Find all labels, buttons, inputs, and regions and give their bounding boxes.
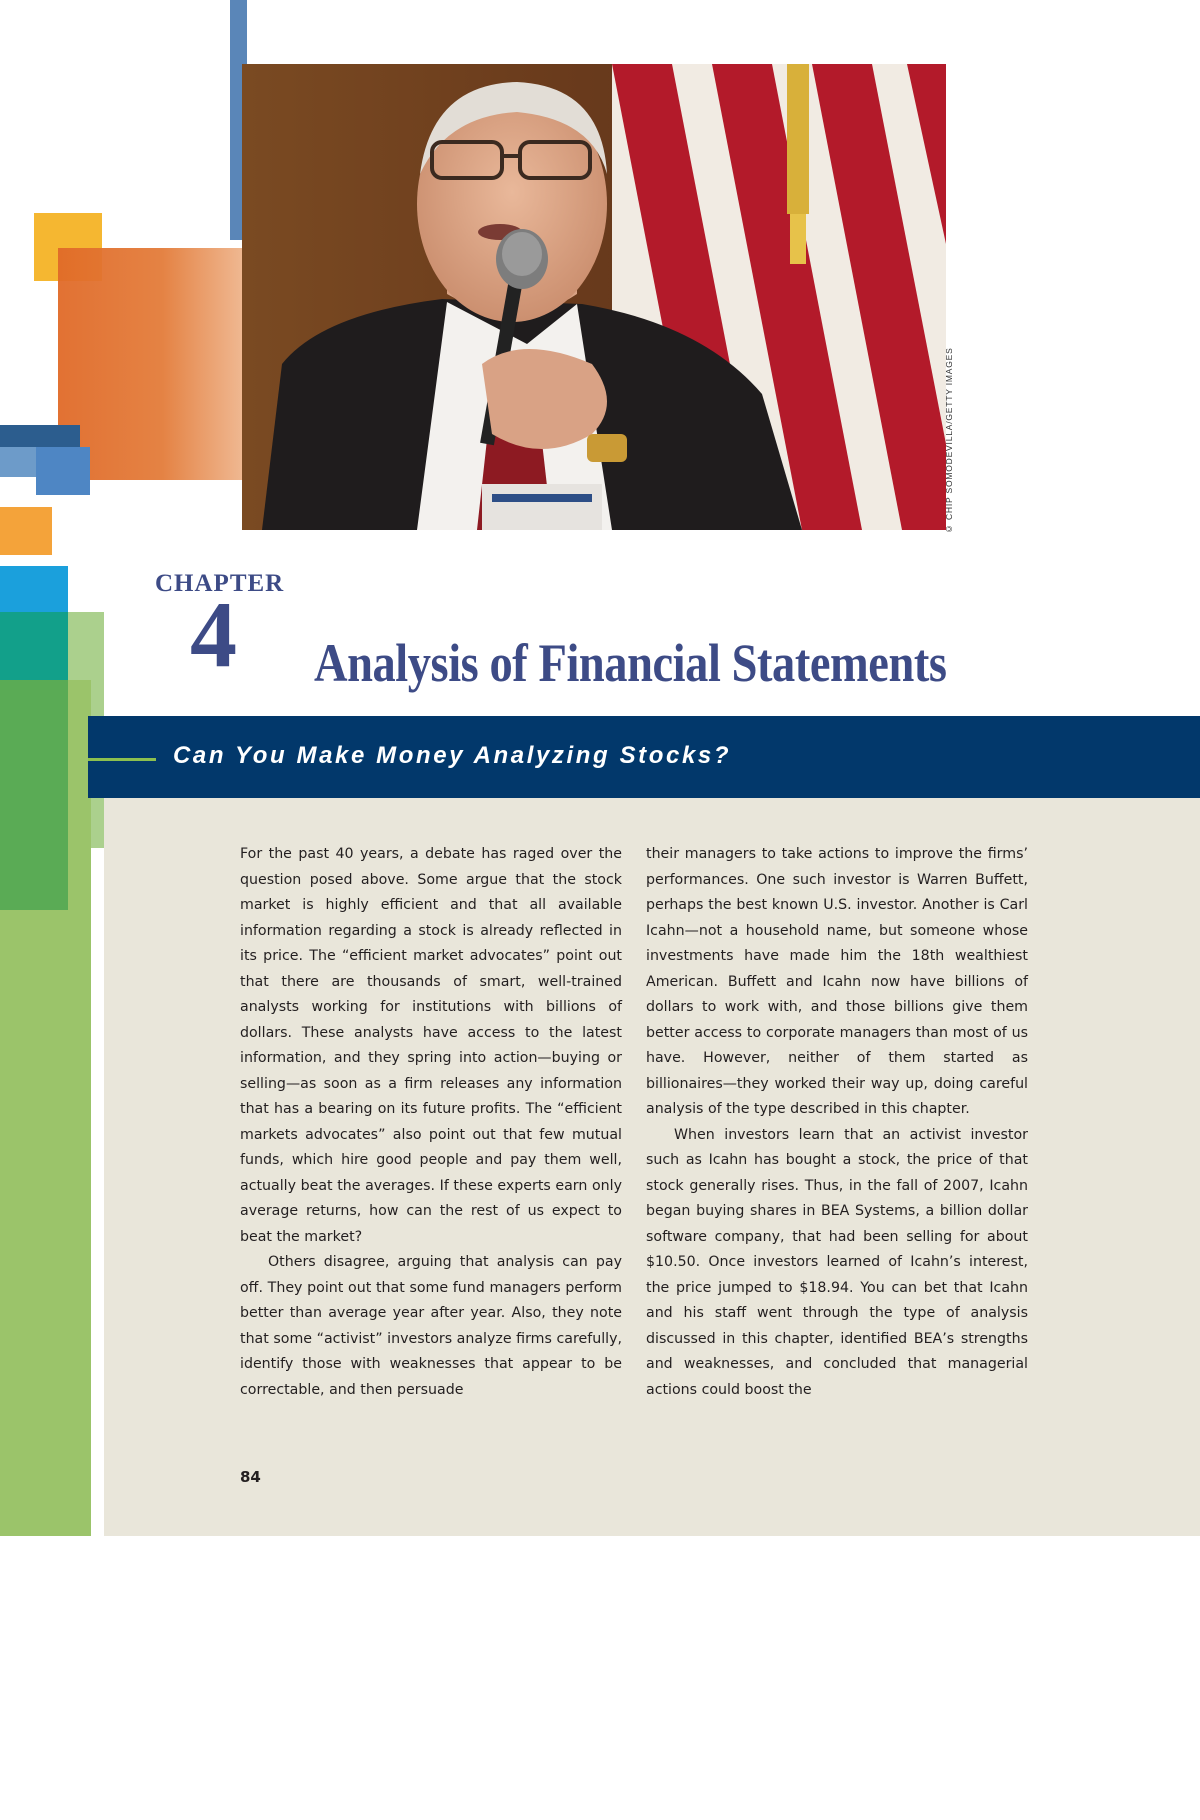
chapter-title: Analysis of Financial Statements	[314, 633, 947, 693]
section-banner	[88, 716, 1200, 798]
deco-light-blue-strip	[0, 447, 36, 477]
chapter-number: 4	[190, 583, 237, 687]
chapter-label: CHAPTER	[155, 570, 285, 597]
text-column-left	[240, 842, 622, 1403]
chapter-photo	[242, 64, 946, 530]
deco-teal-block	[0, 612, 68, 680]
deco-dark-green-block	[0, 680, 68, 910]
paragraph: When investors learn that an activist investor such as Icahn has bought a stock, the price of that stock generally rises. Thus, in the fall of 2007, Icahn began buying shares in BEA Systems, a billion dollar software company, that had been selling for about $10.50. Once investors learned of Icahn’s interest, the price jumped to $18.94. You can bet that Icahn and his staff went through the type of analysis discussed in this chapter, identified BEA’s strengths and weaknesses, and concluded that managerial actions could boost the	[646, 1126, 1028, 1398]
banner-heading: Can You Make Money Analyzing Stocks?	[173, 742, 732, 769]
deco-orange-square	[0, 507, 52, 555]
deco-orange-fade-block	[58, 248, 248, 480]
deco-steel-square	[36, 447, 90, 495]
deco-navy-strip	[0, 425, 80, 447]
photo-credit: © CHIP SOMODEVILLA/GETTY IMAGES	[944, 347, 954, 534]
deco-cyan-block	[0, 566, 68, 612]
paragraph: For the past 40 years, a debate has raged over the question posed above. Some argue that the stock market is highly efficient and that all available information regarding a stock is already reflected in its price. The “efficient market advocates” point out that there are thousands of smart, well-trained analysts working for institutions with billions of dollars. These analysts have access to the latest information, and they spring into action—buying or selling—as soon as a firm releases any information that has a bearing on its future profits. The “efficient markets advocates” also point out that few mutual funds, which hire good people and pay them well, actually beat the averages. If these experts earn only average returns, how can the rest of us expect to beat the market?	[240, 846, 622, 1245]
paragraph: their managers to take actions to improve the firms’ performances. One such investor is Warren Buffett, perhaps the best known U.S. investor. Another is Carl Icahn—not a household name, but someone whose investments have made him the 18th wealthiest American. Buffett and Icahn now have billions of dollars to work with, and those billions give them better access to corporate managers than most of us have. However, neither of them started as billionaires—they worked their way up, doing careful analysis of the type described in this chapter.	[646, 846, 1028, 1117]
paragraph: Others disagree, arguing that analysis can pay off. They point out that some fund managers perform better than average year after year. Also, they note that some “activist” investors analyze firms carefully, identify those with weaknesses that appear to be correctable, and then persuade	[240, 1254, 622, 1398]
banner-rule	[88, 758, 156, 761]
man-with-microphone-photo	[242, 64, 946, 530]
text-column-right	[646, 842, 1028, 1403]
page-number: 84	[240, 1468, 261, 1486]
